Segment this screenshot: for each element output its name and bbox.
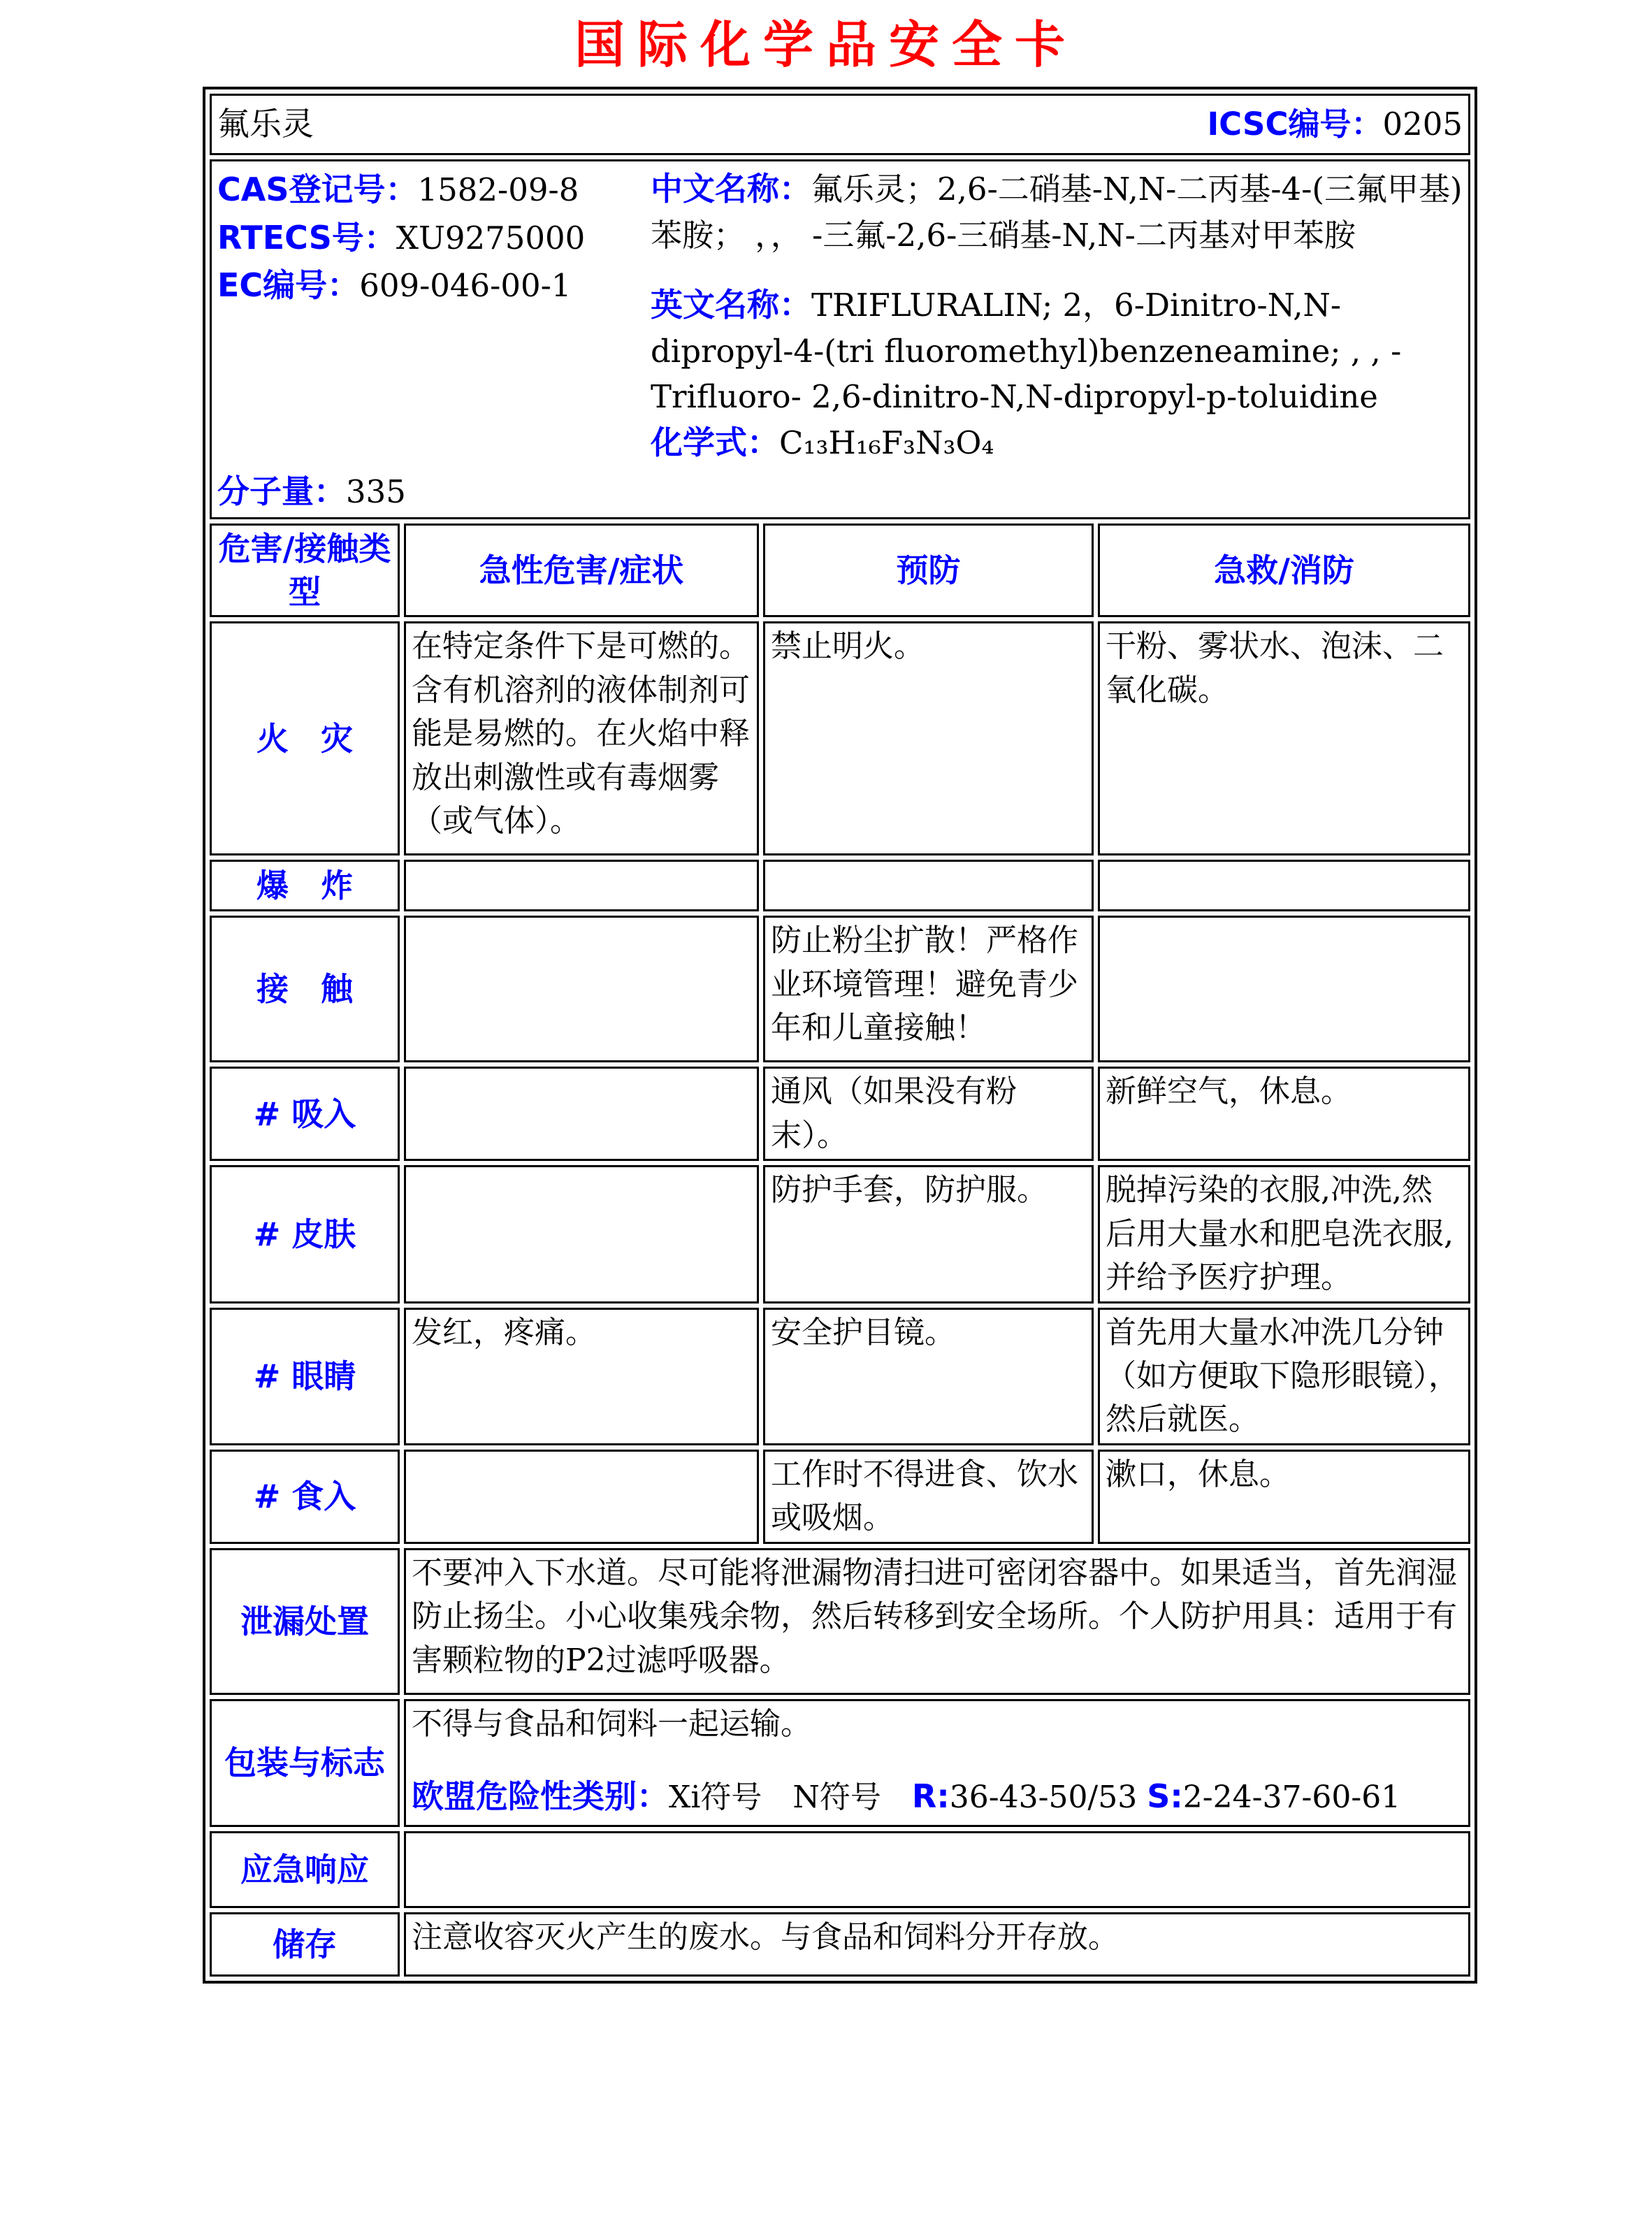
eu-symbols: Xi符号 N符号 xyxy=(669,1779,881,1816)
eu-classification-label: 欧盟危险性类别： xyxy=(412,1777,669,1816)
chemical-names xyxy=(651,163,1463,516)
english-name-paragraph xyxy=(651,282,1463,419)
column-header-prevention: 预防 xyxy=(763,523,1094,617)
rtecs-number-value: XU9275000 xyxy=(396,219,586,257)
inhalation-prevention: 通风（如果没有粉末）。 xyxy=(763,1067,1094,1161)
section-row-storage xyxy=(210,1912,1470,1977)
explosion-first-aid xyxy=(1098,860,1470,911)
chinese-name-paragraph xyxy=(651,166,1463,258)
row-label-fire: 火 灾 xyxy=(210,621,400,855)
s-phrases-label: S: xyxy=(1147,1777,1183,1816)
chinese-name-label: 中文名称： xyxy=(651,170,811,208)
row-label-inhalation: # 吸入 xyxy=(210,1067,400,1161)
cas-number-value: 1582-09-8 xyxy=(417,171,579,208)
ingestion-first-aid: 漱口，休息。 xyxy=(1098,1450,1470,1544)
fire-first-aid: 干粉、雾状水、泡沫、二氧化碳。 xyxy=(1098,621,1470,855)
skin-symptoms xyxy=(404,1165,759,1303)
eyes-prevention: 安全护目镜。 xyxy=(763,1308,1094,1445)
formula-label: 化学式： xyxy=(651,424,779,462)
s-phrases-value: 2-24-37-60-61 xyxy=(1182,1779,1401,1816)
skin-prevention: 防护手套，防护服。 xyxy=(763,1165,1094,1303)
name-cell xyxy=(210,94,1470,155)
contact-prevention: 防止粉尘扩散！严格作业环境管理！避免青少年和儿童接触！ xyxy=(763,916,1094,1062)
inhalation-symptoms xyxy=(404,1067,759,1161)
chinese-name-value: 氟乐灵；2,6-二硝基-N,N-二丙基-4-(三氟甲基)苯胺； ，， -三氟-2,6-三硝基-N,N-二丙基对甲苯胺 xyxy=(651,171,1463,254)
row-label-packaging: 包装与标志 xyxy=(210,1699,400,1827)
eyes-symptoms: 发红，疼痛。 xyxy=(404,1308,759,1445)
english-name-label: 英文名称： xyxy=(651,285,811,324)
explosion-prevention xyxy=(763,860,1094,911)
fire-symptoms: 在特定条件下是可燃的。含有机溶剂的液体制剂可能是易燃的。在火焰中释放出刺激性或有毒烟雾（或气体）。 xyxy=(404,621,759,855)
identification-row xyxy=(210,159,1470,519)
skin-first-aid: 脱掉污染的衣服,冲洗,然后用大量水和肥皂洗衣服,并给予医疗护理。 xyxy=(1098,1165,1470,1303)
rtecs-number-label: RTECS号： xyxy=(217,218,396,257)
row-label-spill-disposal: 泄漏处置 xyxy=(210,1548,400,1695)
hazard-row-contact xyxy=(210,916,1470,1062)
column-header-first-aid: 急救/消防 xyxy=(1098,523,1470,617)
hazard-row-inhalation xyxy=(210,1067,1470,1161)
identification-cell xyxy=(210,159,1470,519)
inhalation-first-aid: 新鲜空气，休息。 xyxy=(1098,1067,1470,1161)
section-row-emergency-response xyxy=(210,1831,1470,1908)
contact-symptoms xyxy=(404,916,759,1062)
fire-prevention: 禁止明火。 xyxy=(763,621,1094,855)
r-phrases-value: 36-43-50/53 xyxy=(949,1779,1138,1816)
storage-content: 注意收容灭火产生的废水。与食品和饲料分开存放。 xyxy=(404,1912,1470,1977)
rtecs-number-line xyxy=(217,214,651,262)
ec-number-value: 609-046-00-1 xyxy=(359,267,572,305)
icsc-card xyxy=(203,87,1477,1984)
registry-numbers xyxy=(217,163,651,516)
eyes-first-aid: 首先用大量水冲洗几分钟（如方便取下隐形眼镜），然后就医。 xyxy=(1098,1308,1470,1445)
icsc-number-field xyxy=(1207,102,1463,147)
column-header-symptoms: 急性危害/症状 xyxy=(404,523,759,617)
molecular-weight-line xyxy=(217,468,651,516)
packaging-transport-note: 不得与食品和饲料一起运输。 xyxy=(412,1705,811,1742)
name-row xyxy=(210,94,1470,155)
hazard-row-eyes xyxy=(210,1308,1470,1445)
row-label-eyes: # 眼睛 xyxy=(210,1308,400,1445)
hazard-row-fire xyxy=(210,621,1470,855)
substance-name: 氟乐灵 xyxy=(217,105,314,143)
explosion-symptoms xyxy=(404,860,759,911)
column-header-hazard-type: 危害/接触类型 xyxy=(210,523,400,617)
formula-value: C₁₃H₁₆F₃N₃O₄ xyxy=(779,424,994,462)
hazard-row-explosion xyxy=(210,860,1470,911)
icsc-number-value: 0205 xyxy=(1382,106,1463,143)
cas-number-line xyxy=(217,166,651,214)
ec-number-label: EC编号： xyxy=(217,266,360,305)
row-label-skin: # 皮肤 xyxy=(210,1165,400,1303)
section-row-packaging xyxy=(210,1699,1470,1827)
english-name-value: TRIFLURALIN; 2，6-Dinitro-N,N-dipropyl-4-(tri fluoromethyl)benzeneamine; , , -Trifluoro- 2,6-dinitro-N,N-dipropyl-p-toluidine xyxy=(651,286,1402,415)
page-title: 国际化学品安全卡 xyxy=(574,15,1078,74)
row-label-explosion: 爆 炸 xyxy=(210,860,400,911)
formula-line xyxy=(651,419,1463,466)
icsc-number-label: ICSC编号： xyxy=(1207,106,1383,143)
hazard-header-row xyxy=(210,523,1470,617)
cas-number-label: CAS登记号： xyxy=(217,171,418,208)
ingestion-prevention: 工作时不得进食、饮水或吸烟。 xyxy=(763,1450,1094,1544)
ec-number-line xyxy=(217,261,651,310)
molecular-weight-label: 分子量： xyxy=(217,472,346,511)
ingestion-symptoms xyxy=(404,1450,759,1544)
spill-disposal-content: 不要冲入下水道。尽可能将泄漏物清扫进可密闭容器中。如果适当，首先润湿防止扬尘。小心收集残余物，然后转移到安全场所。个人防护用具：适用于有害颗粒物的P2过滤呼吸器。 xyxy=(404,1548,1470,1695)
emergency-response-content xyxy=(404,1831,1470,1908)
molecular-weight-value: 335 xyxy=(346,473,406,511)
row-label-emergency-response: 应急响应 xyxy=(210,1831,400,1908)
row-label-contact: 接 触 xyxy=(210,916,400,1062)
eu-classification-line xyxy=(412,1774,1463,1819)
hazard-row-skin xyxy=(210,1165,1470,1303)
row-label-storage: 储存 xyxy=(210,1912,400,1977)
hazard-row-ingestion xyxy=(210,1450,1470,1544)
packaging-content xyxy=(404,1699,1470,1827)
r-phrases-label: R: xyxy=(911,1777,950,1816)
section-row-spill-disposal xyxy=(210,1548,1470,1695)
row-label-ingestion: # 食入 xyxy=(210,1450,400,1544)
contact-first-aid xyxy=(1098,916,1470,1062)
